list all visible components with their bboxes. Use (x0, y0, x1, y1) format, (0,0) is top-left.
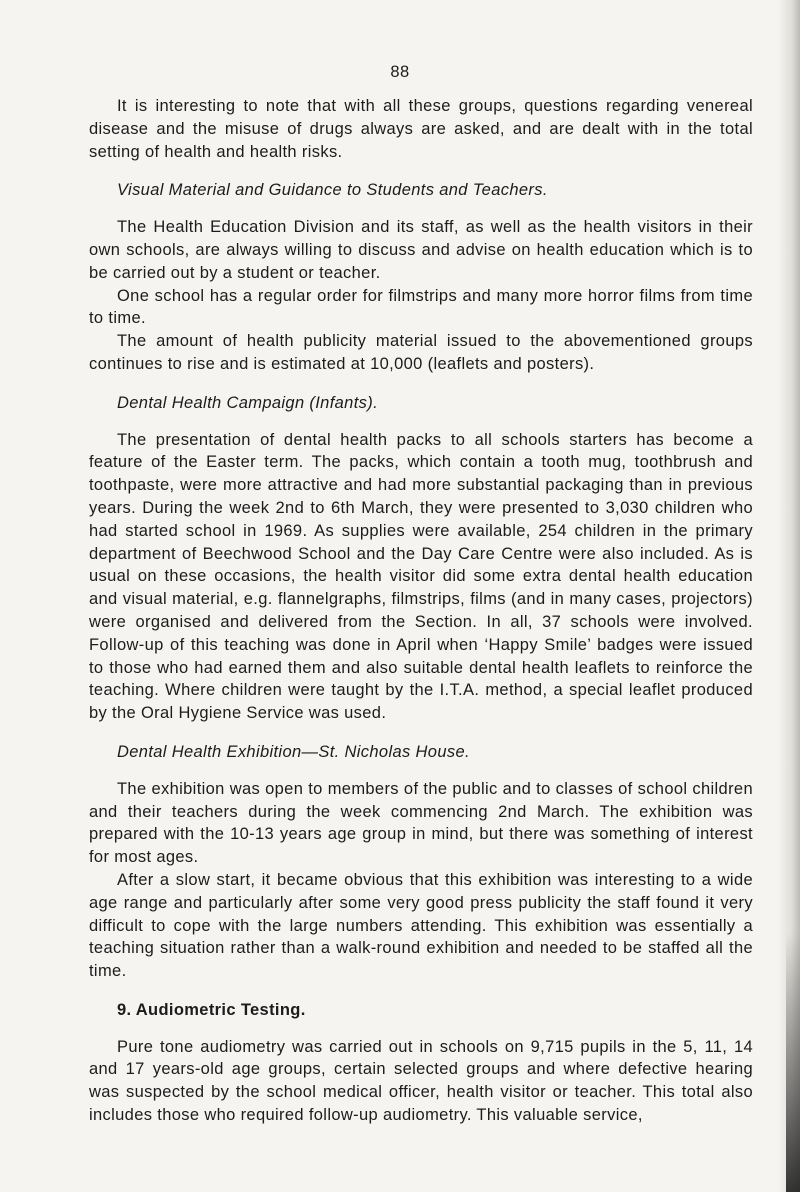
dental-exhibition-paragraph-2: After a slow start, it became obvious that this exhibition was interesting to a wide age range and particularly after some very good press publicity the staff found it very difficult to cope with the large numbers attending. This exhibition was essentially a teaching situation rather than a walk-round exhibition and needed to be staffed all the time. (89, 870, 753, 981)
section-heading-dental-exhibition: Dental Health Exhibition—St. Nicholas House. (117, 742, 470, 761)
dental-exhibition-paragraph-1: The exhibition was open to members of the public and to classes of school children and their teachers during the week commencing 2nd March. The exhibition was prepared with the 10-13 years age group in mind, but there was something of interest for most ages. (89, 779, 753, 867)
body-text (89, 95, 753, 1127)
visual-material-paragraph-1: The Health Education Division and its staff, as well as the health visitors in their own schools, are always willing to discuss and advise on health education which is to be carried out by a student or teacher. (89, 218, 753, 282)
page-number: 88 (390, 63, 410, 81)
visual-material-paragraph-2: One school has a regular order for filmstrips and many more horror films from time to time. (89, 286, 753, 328)
section-heading-visual-material: Visual Material and Guidance to Students and Teachers. (117, 181, 548, 200)
page-edge-dark (786, 932, 800, 1192)
section-heading-audiometric: 9. Audiometric Testing. (117, 1000, 306, 1019)
intro-paragraph: It is interesting to note that with all these groups, questions regarding venereal disease and the misuse of drugs always are asked, and are dealt with in the total setting of health and health risks. (89, 97, 753, 161)
audiometric-paragraph: Pure tone audiometry was carried out in schools on 9,715 pupils in the 5, 11, 14 and 17 years-old age groups, certain selected groups and where defective hearing was suspected by the school medical officer, health visitor or teacher. This total also includes those who required follow-up audiometry. This valuable service, (89, 1037, 753, 1125)
visual-material-paragraph-3: The amount of health publicity material issued to the abovementioned groups continues to rise and is estimated at 10,000 (leaflets and posters). (89, 332, 753, 373)
dental-campaign-paragraph: The presentation of dental health packs to all schools starters has become a feature of the Easter term. The packs, which contain a tooth mug, toothbrush and toothpaste, were more attractive and had more substantial packaging than in previous years. During the week 2nd to 6th March, they were presented to 3,030 children who had started school in 1969. As supplies were available, 254 children in the primary department of Beechwood School and the Day Care Centre were also included. As is usual on these occasions, the health visitor did some extra dental health education and visual material, e.g. flannelgraphs, filmstrips, films (and in many cases, projectors) were organised and delivered from the Section. In all, 37 schools were involved. Follow-up of this teaching was done in April when ‘Happy Smile’ badges were issued to those who had earned them and also suitable dental health leaflets to reinforce the teaching. Where children were taught by the I.T.A. method, a special leaflet produced by the Oral Hygiene Service was used. (89, 430, 753, 723)
section-heading-dental-campaign (89, 392, 753, 415)
dental-campaign-heading-paren: (Infants). (309, 393, 379, 412)
dental-campaign-heading-main: Dental Health Campaign (117, 393, 305, 412)
